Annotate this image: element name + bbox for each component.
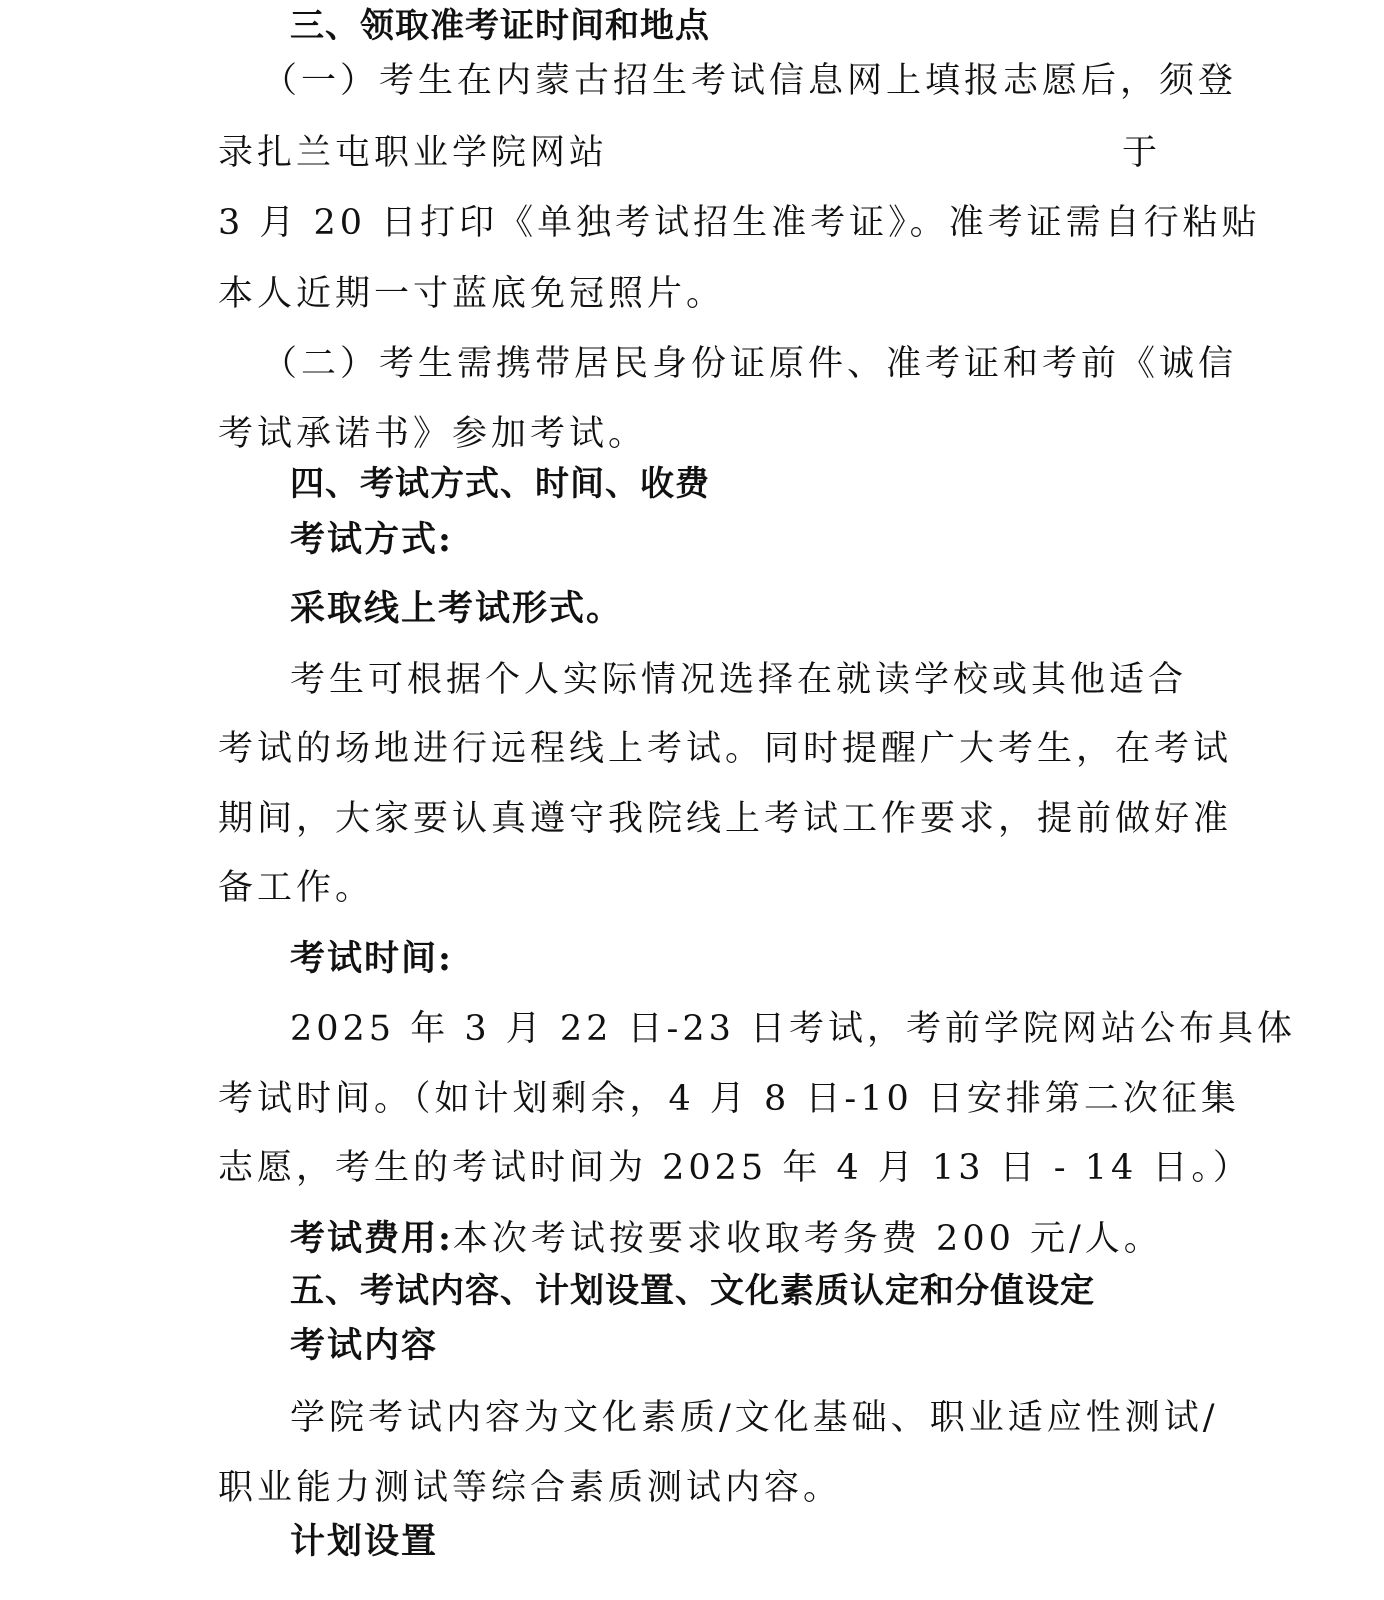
exam-content-label: 考试内容 [290, 1325, 439, 1366]
section-3-para-1-line-2-start: 录扎兰屯职业学院网站 [218, 133, 609, 173]
plan-setting-label: 计划设置 [290, 1521, 439, 1562]
exam-time-para-line-3: 志愿，考生的考试时间为 2025 年 4 月 13 日 - 14 日。） [218, 1148, 1252, 1188]
section-3-para-2-line-1: （二）考生需携带居民身份证原件、准考证和考前《诚信 [262, 344, 1238, 384]
exam-content-para-line-2: 职业能力测试等综合素质测试内容。 [218, 1468, 843, 1508]
section-3-heading: 三、领取准考证时间和地点 [290, 6, 710, 46]
exam-method-value: 采取线上考试形式。 [290, 588, 624, 629]
section-4-heading: 四、考试方式、时间、收费 [290, 464, 710, 504]
exam-method-para-line-2: 考试的场地进行远程线上考试。同时提醒广大考生，在考试 [218, 729, 1233, 769]
exam-fee-text: 本次考试按要求收取考务费 200 元/人。 [452, 1219, 1163, 1259]
exam-time-para-line-1: 2025 年 3 月 22 日-23 日考试，考前学院网站公布具体 [290, 1009, 1296, 1049]
section-3-para-2-line-2: 考试承诺书》参加考试。 [218, 414, 648, 454]
section-3-para-1-line-4: 本人近期一寸蓝底免冠照片。 [218, 274, 726, 314]
section-3-para-1-line-1: （一）考生在内蒙古招生考试信息网上填报志愿后，须登 [262, 61, 1238, 101]
exam-time-label: 考试时间: [290, 938, 453, 979]
section-5-heading: 五、考试内容、计划设置、文化素质认定和分值设定 [290, 1271, 1095, 1311]
exam-content-para-line-1: 学院考试内容为文化素质/文化基础、职业适应性测试/ [290, 1398, 1219, 1438]
exam-method-para-line-4: 备工作。 [218, 868, 375, 908]
exam-method-label: 考试方式: [290, 519, 453, 560]
exam-fee-line [290, 1213, 1163, 1265]
exam-time-para-line-2: 考试时间。（如计划剩余，4 月 8 日-10 日安排第二次征集 [218, 1079, 1240, 1119]
section-3-para-1-line-3: 3 月 20 日打印《单独考试招生准考证》。准考证需自行粘贴 [218, 203, 1261, 243]
exam-method-para-line-3: 期间，大家要认真遵守我院线上考试工作要求，提前做好准 [218, 799, 1233, 839]
exam-method-para-line-1: 考生可根据个人实际情况选择在就读学校或其他适合 [290, 660, 1188, 700]
section-3-para-1-line-2-end: 于 [1122, 133, 1162, 173]
exam-fee-label: 考试费用: [290, 1218, 453, 1259]
